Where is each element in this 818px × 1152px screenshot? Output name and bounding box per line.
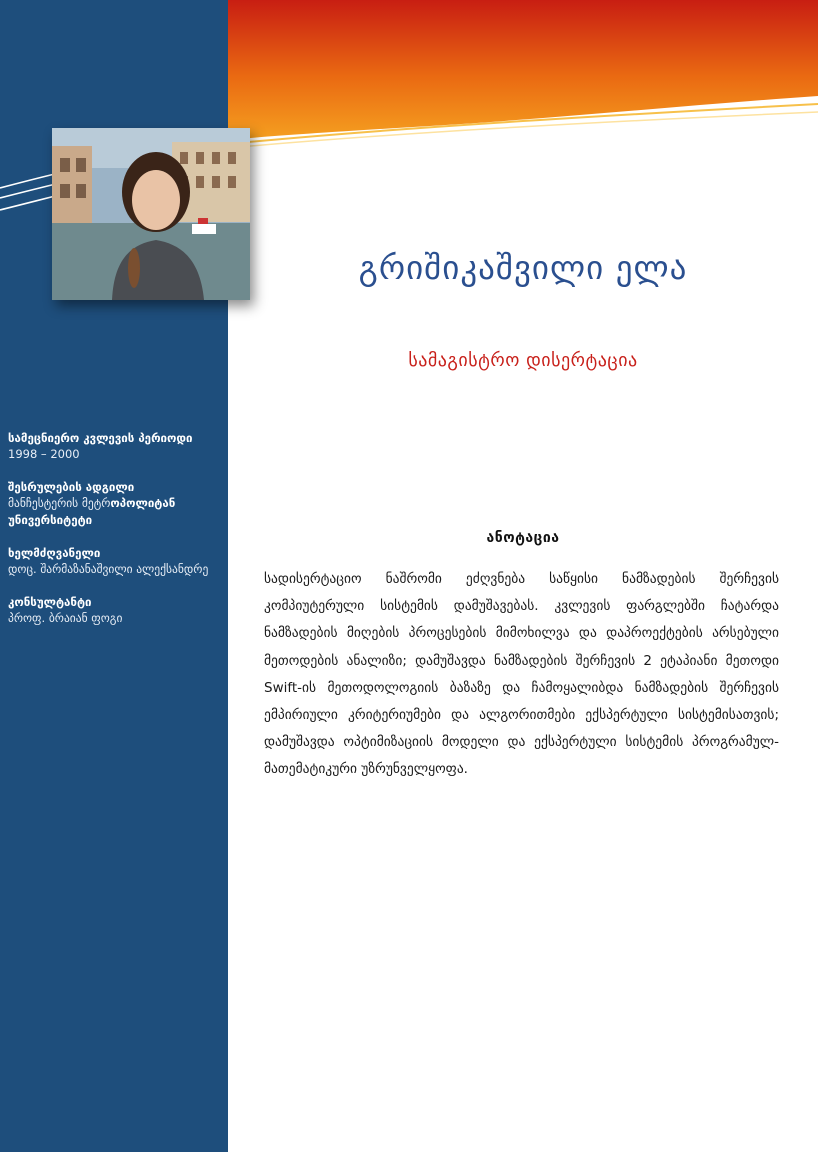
period-value: 1998 – 2000 (8, 447, 80, 461)
supervisor-label: ხელმძღვანელი (8, 546, 101, 560)
author-photo (52, 128, 250, 300)
consultant-label: კონსულტანტი (8, 595, 92, 609)
abstract-body: სადისერტაციო ნაშრომი ეძღვნება საწყისი ნამზადების შერჩევის კომპიუტერული სისტემის დამუშავებას. კვლევის ფარგლებში ჩატარდა ნამზადების მიღების პროცესების მიმოხილვა და დაპროექტების არსებული მეთოდების ანალიზი; დამუშავდა ნამზადების შერჩევის 2 ეტაპიანი მეთოდი Swift-ის მეთოდოლოგიის ბაზაზე და ჩამოყალიბდა ნამზადების შერჩევის ემპირიული კრიტერიუმები და ალგორითმები ექსპერტული სისტემისათვის; დამუშავდა ოპტიმიზაციის მოდელი და ექსპერტული სისტემის პროგრამულ-მათემატიკური უზრუნველყოფა. (264, 571, 779, 778)
meta-period (8, 430, 224, 463)
supervisor-value: დოც. შარმაზანაშვილი ალექსანდრე (8, 562, 209, 576)
author-name: გრიშიკაშვილი ელა (358, 248, 688, 287)
portrait-photo-icon (52, 128, 250, 300)
sidebar-meta (8, 430, 224, 643)
period-label: სამეცნიერო კვლევის პერიოდი (8, 431, 193, 445)
document-subtitle: სამაგისტრო დისერტაცია (408, 350, 638, 371)
place-label: შესრულების ადგილი (8, 480, 135, 494)
meta-place (8, 479, 224, 529)
meta-supervisor (8, 545, 224, 578)
consultant-value: პროფ. ბრაიან ფოგი (8, 611, 123, 625)
place-value-part1: მანჩესტერის მეტრ (8, 496, 111, 510)
abstract-title: ანოტაცია (486, 530, 560, 546)
place-value-part2: ოპოლიტან უნივერსიტეტი (8, 496, 176, 527)
place-value (8, 495, 224, 529)
meta-consultant (8, 594, 224, 627)
